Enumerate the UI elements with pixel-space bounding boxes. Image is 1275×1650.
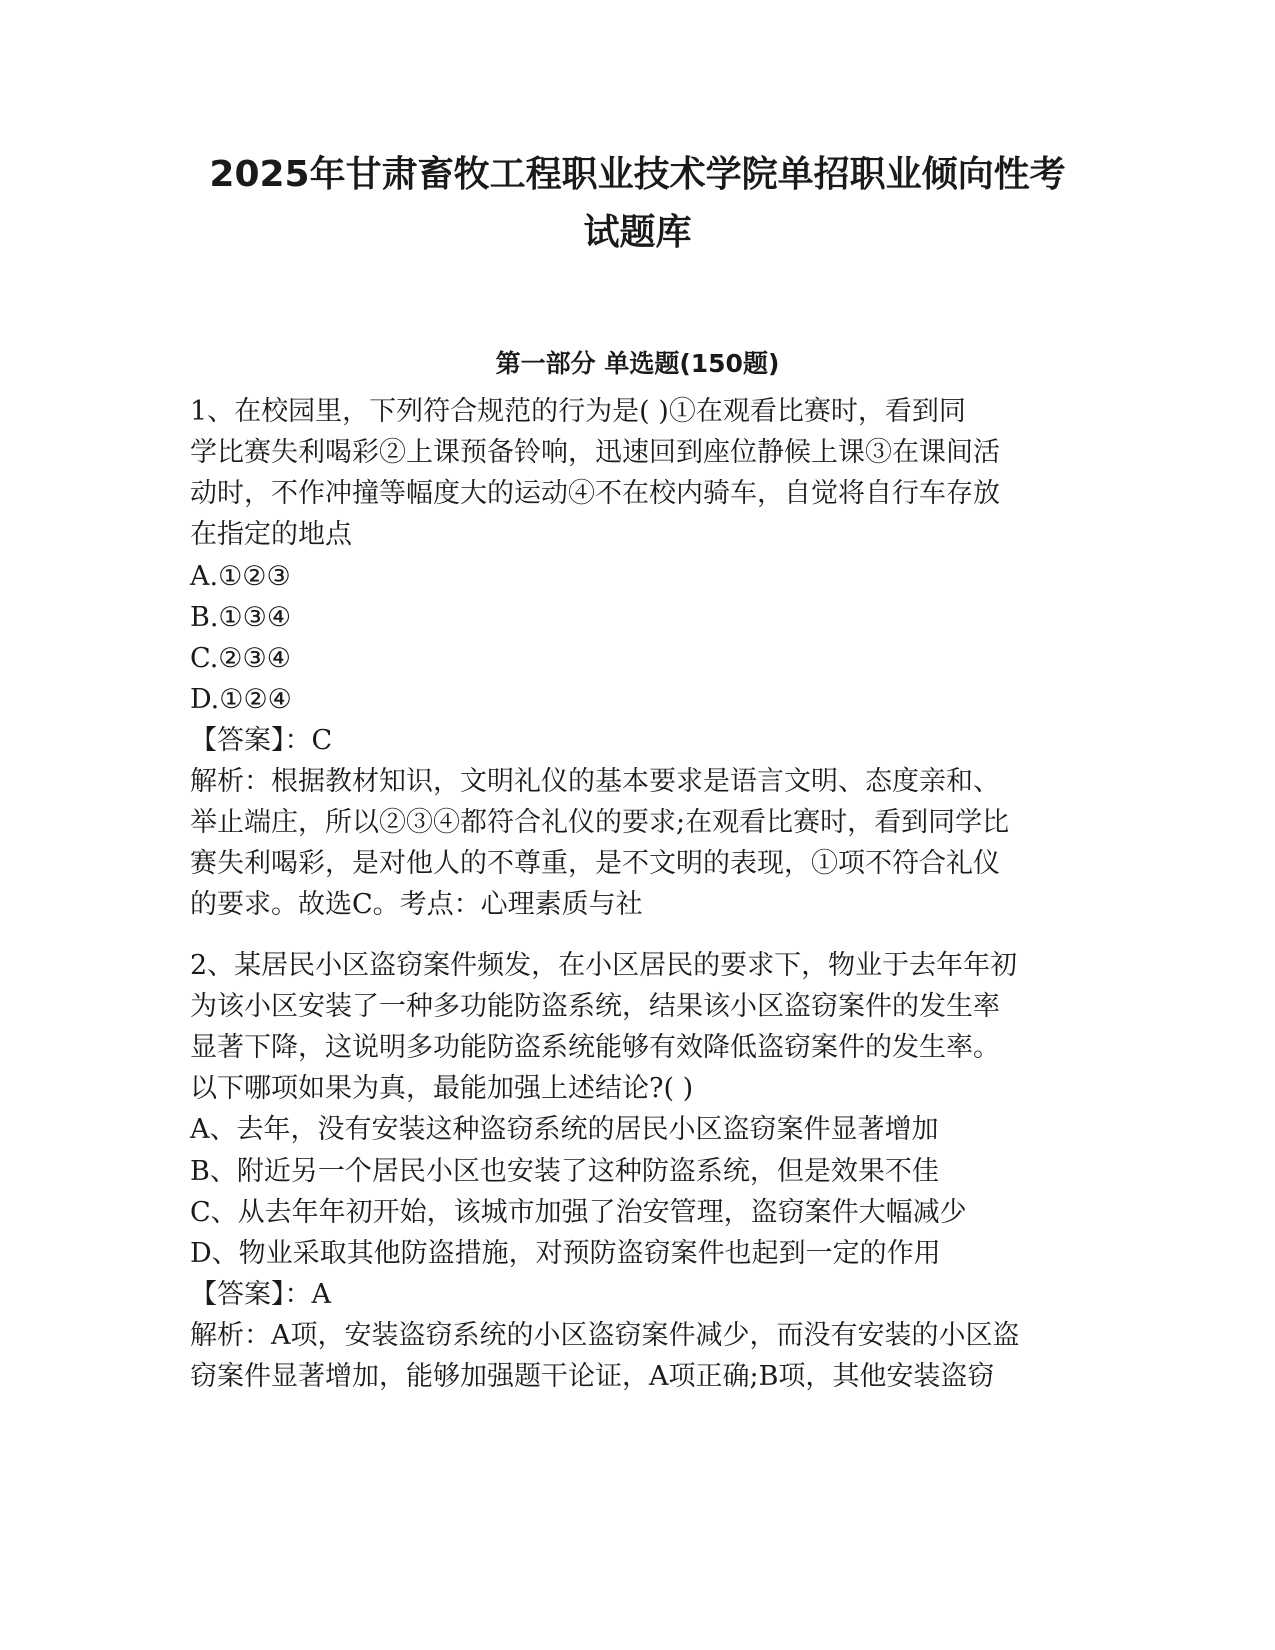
question-1-stem-line: 1、在校园里，下列符合规范的行为是( )①在观看比赛时，看到同 (190, 396, 966, 427)
question-1-stem-line: 学比赛失利喝彩②上课预备铃响，迅速回到座位静候上课③在课间活 (190, 437, 1000, 468)
question-2-option-a: A、去年，没有安装这种盗窃系统的居民小区盗窃案件显著增加 (190, 1114, 939, 1145)
question-2-option-d: D、物业采取其他防盗措施，对预防盗窃案件也起到一定的作用 (190, 1238, 941, 1269)
question-1-option-a: A.①②③ (190, 561, 291, 592)
question-1-analysis-line: 举止端庄，所以②③④都符合礼仪的要求;在观看比赛时，看到同学比 (190, 807, 1010, 838)
question-2-analysis-line: 解析：A项，安装盗窃系统的小区盗窃案件减少，而没有安装的小区盗 (190, 1320, 1020, 1351)
question-2-answer: 【答案】：A (190, 1279, 331, 1310)
question-1-stem-line: 在指定的地点 (190, 519, 352, 550)
question-1-option-d: D.①②④ (190, 684, 292, 715)
question-2-analysis-line: 窃案件显著增加，能够加强题干论证，A项正确;B项，其他安装盗窃 (190, 1361, 995, 1392)
document-title-line-2: 试题库 (583, 212, 692, 253)
question-2-option-b: B、附近另一个居民小区也安装了这种防盗系统，但是效果不佳 (190, 1156, 939, 1187)
question-1-option-b: B.①③④ (190, 602, 292, 633)
section-heading: 第一部分 单选题(150题) (495, 349, 780, 378)
question-2-stem-line: 显著下降，这说明多功能防盗系统能够有效降低盗窃案件的发生率。 (190, 1032, 1000, 1063)
question-1-answer: 【答案】：C (190, 725, 333, 756)
question-2-option-c: C、从去年年初开始，该城市加强了治安管理，盗窃案件大幅减少 (190, 1197, 967, 1228)
question-1-stem-line: 动时，不作冲撞等幅度大的运动④不在校内骑车，自觉将自行车存放 (190, 478, 1000, 509)
question-2-stem-line: 以下哪项如果为真，最能加强上述结论?( ) (190, 1073, 694, 1104)
question-2-stem-line: 为该小区安装了一种多功能防盗系统，结果该小区盗窃案件的发生率 (190, 991, 1000, 1022)
question-1-analysis-line: 的要求。故选C。考点：心理素质与社 (190, 889, 643, 920)
question-2-stem-line: 2、某居民小区盗窃案件频发，在小区居民的要求下，物业于去年年初 (190, 950, 1018, 981)
question-1-analysis-line: 解析：根据教材知识，文明礼仪的基本要求是语言文明、态度亲和、 (190, 766, 1000, 797)
document-title-line-1: 2025年甘肃畜牧工程职业技术学院单招职业倾向性考 (209, 154, 1066, 195)
question-1-analysis-line: 赛失利喝彩，是对他人的不尊重，是不文明的表现，①项不符合礼仪 (190, 848, 1000, 879)
question-1-option-c: C.②③④ (190, 643, 291, 674)
